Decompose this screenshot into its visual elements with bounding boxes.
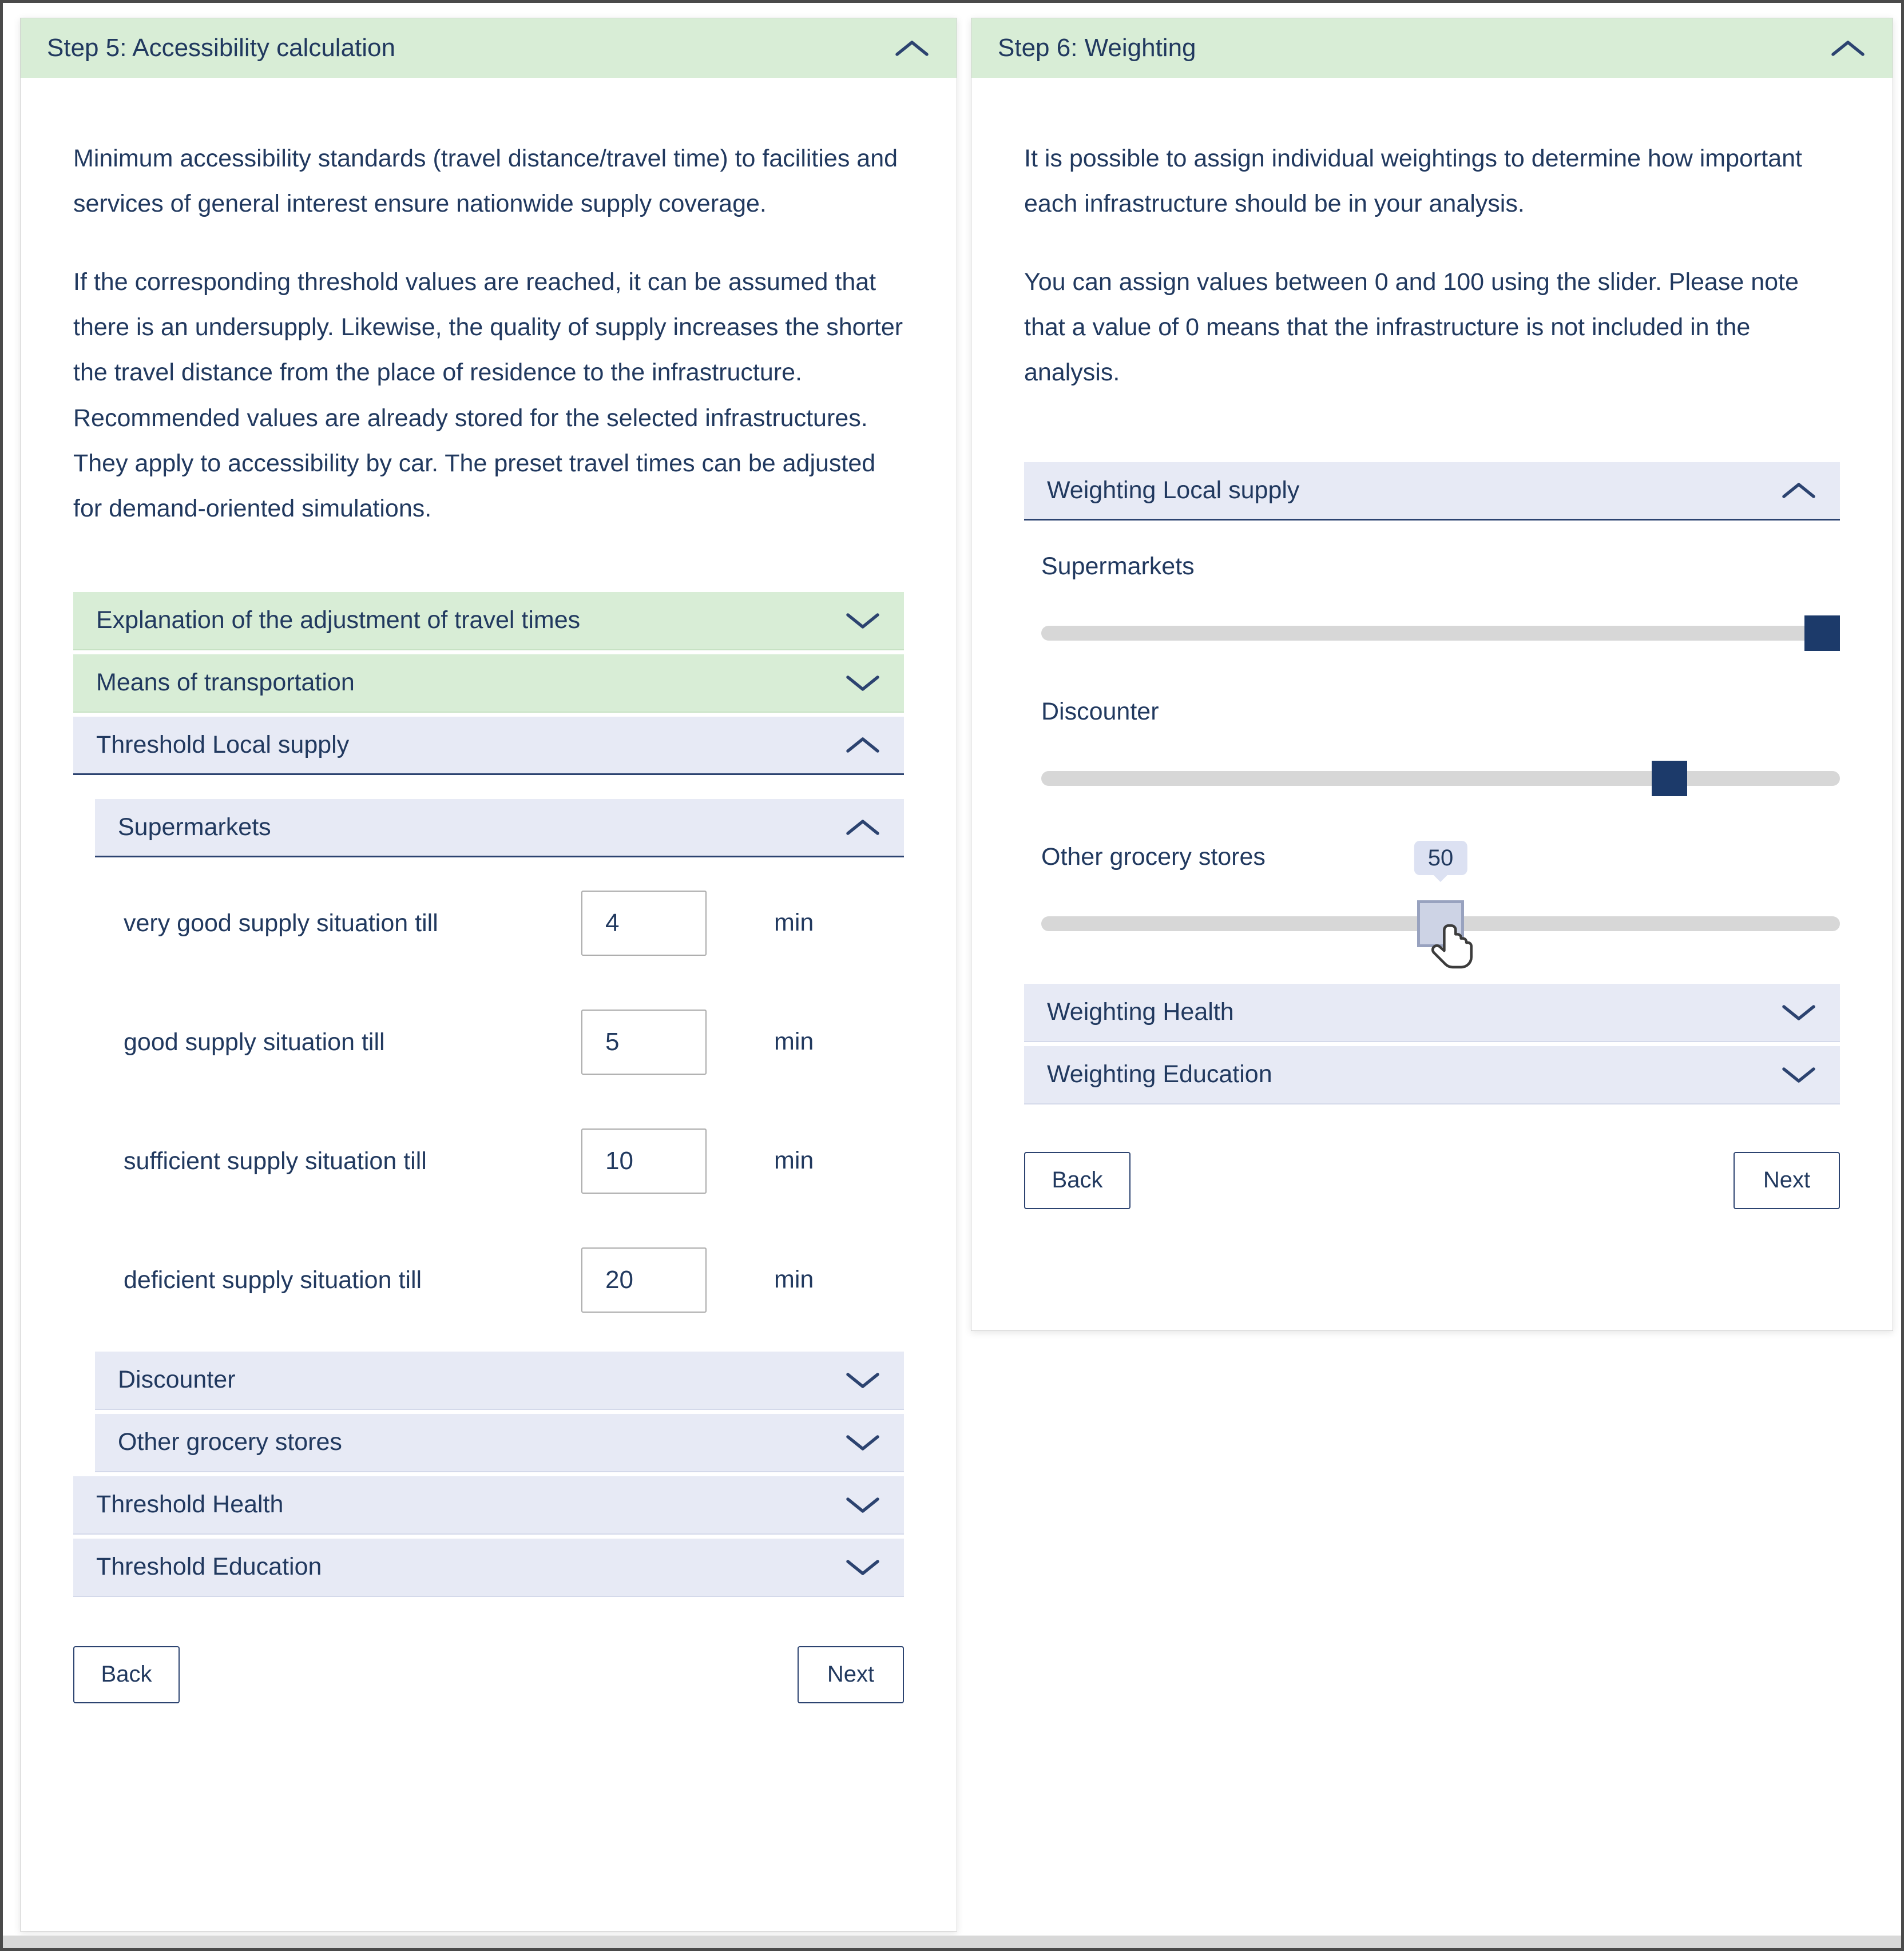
accordion-label: Means of transportation — [96, 669, 355, 697]
other-grocery-slider-track[interactable] — [1041, 916, 1840, 931]
weighting-local-supply-sliders — [1041, 553, 1840, 984]
accordion-threshold-education[interactable] — [73, 1539, 904, 1597]
accordion-threshold-local-supply[interactable] — [73, 717, 904, 775]
accordion-label: Threshold Health — [96, 1491, 284, 1519]
discounter-slider-handle[interactable] — [1652, 761, 1687, 796]
chevron-down-icon — [1780, 1065, 1817, 1084]
accordion-label: Explanation of the adjustment of travel times — [96, 606, 581, 634]
accordion-label: Discounter — [118, 1366, 236, 1394]
slider-label: Other grocery stores — [1041, 843, 1266, 871]
chevron-down-icon — [1780, 1003, 1817, 1022]
chevron-up-icon — [1830, 38, 1866, 58]
step5-intro-paragraph: Minimum accessibility standards (travel distance/travel time) to facilities and services of general interest ensure nationwide supply coverage. — [73, 145, 898, 218]
step6-button-row — [1024, 1152, 1840, 1281]
good-supply-input[interactable] — [581, 1010, 707, 1075]
step5-description-paragraph: If the corresponding threshold values are reached, it can be assumed that there is an undersupply. Likewise, the quality of supply increases the shorter the travel distance from the place of residence to the infrastructure. Recommended values are already stored for the selected infrastructures. They apply to accessibility by car. The preset travel times can be adjusted for demand-oriented simulations. — [73, 268, 903, 522]
next-button[interactable]: Next — [798, 1646, 904, 1703]
chevron-up-icon — [844, 735, 881, 754]
step6-body — [971, 136, 1893, 1281]
accordion-threshold-health[interactable] — [73, 1476, 904, 1535]
slider-value-tooltip: 50 — [1414, 841, 1467, 875]
step6-intro-paragraph: It is possible to assign individual weightings to determine how important each infrastructure should be in your analysis. — [1024, 145, 1803, 218]
step6-title: Step 6: Weighting — [998, 34, 1196, 62]
panels-container — [3, 3, 1901, 1932]
threshold-row-good — [124, 1010, 904, 1075]
other-grocery-slider-handle[interactable] — [1417, 900, 1464, 947]
unit-label: min — [774, 1266, 814, 1294]
step5-panel — [20, 18, 957, 1932]
supermarkets-slider-track[interactable] — [1041, 626, 1840, 641]
threshold-row-very-good — [124, 891, 904, 956]
accordion-discounter[interactable] — [95, 1352, 904, 1410]
threshold-row-sufficient — [124, 1129, 904, 1194]
slider-group-supermarkets — [1041, 553, 1840, 641]
back-button[interactable]: Back — [73, 1646, 180, 1703]
slider-label-row — [1041, 698, 1840, 736]
unit-label: min — [774, 1028, 814, 1056]
back-button[interactable]: Back — [1024, 1152, 1130, 1209]
accordion-label: Supermarkets — [118, 813, 271, 841]
chevron-down-icon — [844, 1557, 881, 1577]
chevron-up-icon — [1780, 480, 1817, 500]
chevron-down-icon — [844, 1433, 881, 1452]
step5-body — [21, 136, 957, 1758]
accordion-explanation-travel-times[interactable] — [73, 592, 904, 650]
step6-header[interactable] — [971, 18, 1893, 78]
accordion-weighting-education[interactable] — [1024, 1046, 1840, 1104]
accordion-means-of-transportation[interactable] — [73, 654, 904, 713]
step5-button-row — [73, 1646, 904, 1758]
next-button[interactable]: Next — [1734, 1152, 1840, 1209]
deficient-supply-input[interactable] — [581, 1247, 707, 1313]
slider-group-discounter — [1041, 698, 1840, 786]
chevron-down-icon — [844, 1495, 881, 1515]
chevron-down-icon — [844, 673, 881, 693]
slider-label: Supermarkets — [1041, 552, 1195, 580]
threshold-row-label: deficient supply situation till — [124, 1266, 422, 1294]
accordion-label: Weighting Health — [1047, 998, 1234, 1026]
threshold-row-label: very good supply situation till — [124, 909, 438, 937]
discounter-slider-track[interactable] — [1041, 771, 1840, 786]
step6-description-paragraph: You can assign values between 0 and 100 using the slider. Please note that a value of 0 means that the infrastructure is not included in the analysis. — [1024, 268, 1799, 387]
step6-panel — [971, 18, 1893, 1331]
accordion-label: Threshold Local supply — [96, 730, 350, 758]
supermarkets-slider-handle[interactable] — [1804, 615, 1840, 651]
accordion-weighting-local-supply[interactable] — [1024, 462, 1840, 520]
accordion-weighting-health[interactable] — [1024, 984, 1840, 1042]
accordion-other-grocery-stores[interactable] — [95, 1414, 904, 1472]
accordion-label: Weighting Education — [1047, 1060, 1272, 1088]
slider-group-other-grocery-stores — [1041, 843, 1840, 931]
slider-label-row — [1041, 843, 1840, 881]
unit-label: min — [774, 1147, 814, 1175]
accordion-label: Weighting Local supply — [1047, 476, 1300, 504]
chevron-up-icon — [894, 38, 930, 58]
threshold-local-supply-group — [95, 799, 904, 1472]
threshold-row-deficient — [124, 1247, 904, 1313]
threshold-row-label: good supply situation till — [124, 1028, 385, 1056]
hand-cursor-icon — [1427, 921, 1476, 978]
slider-label-row — [1041, 553, 1840, 590]
accordion-supermarkets[interactable] — [95, 799, 904, 857]
sufficient-supply-input[interactable] — [581, 1129, 707, 1194]
horizontal-scrollbar[interactable] — [3, 1936, 1901, 1948]
unit-label: min — [774, 909, 814, 937]
step5-title: Step 5: Accessibility calculation — [47, 34, 395, 62]
threshold-row-label: sufficient supply situation till — [124, 1147, 427, 1175]
accordion-label: Other grocery stores — [118, 1428, 342, 1456]
accordion-label: Threshold Education — [96, 1553, 322, 1581]
step5-header[interactable] — [21, 18, 957, 78]
chevron-down-icon — [844, 611, 881, 630]
slider-label: Discounter — [1041, 697, 1159, 725]
very-good-supply-input[interactable] — [581, 891, 707, 956]
chevron-up-icon — [844, 817, 881, 837]
supermarkets-threshold-rows — [124, 891, 904, 1313]
chevron-down-icon — [844, 1370, 881, 1390]
